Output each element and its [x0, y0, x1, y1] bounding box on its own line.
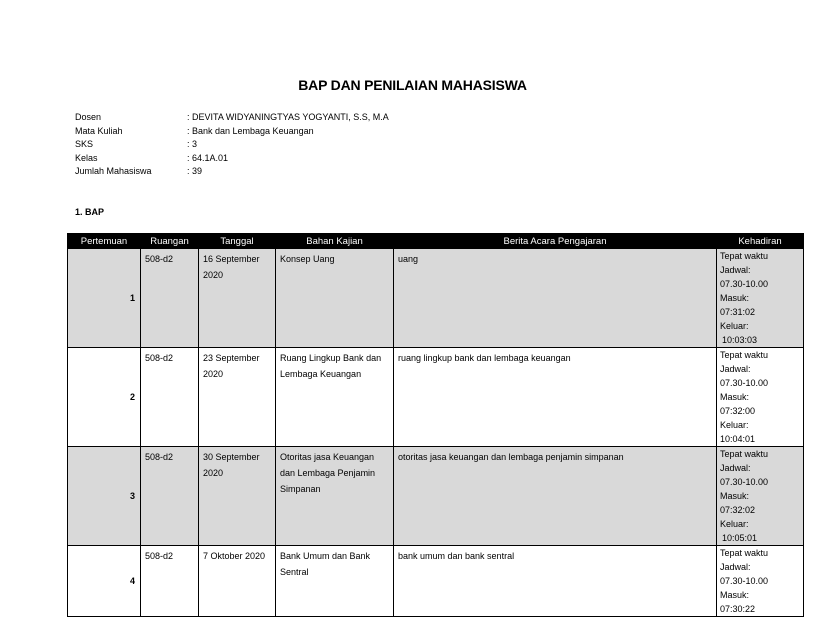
page-title: BAP DAN PENILAIAN MAHASISWA	[298, 77, 527, 93]
cell-pertemuan: 3	[68, 447, 141, 546]
table-header-row	[68, 234, 804, 249]
cell-bahan-kajian: Ruang Lingkup Bank dan Lembaga Keuangan	[276, 348, 394, 447]
kehadiran-keluar-label: Keluar:	[720, 420, 749, 430]
kehadiran-keluar: 10:04:01	[720, 434, 756, 444]
kehadiran-masuk-label: Masuk:	[720, 392, 750, 402]
table-row	[68, 348, 804, 447]
header-kehadiran: Kehadiran	[717, 234, 804, 249]
kehadiran-jadwal-label: Jadwal:	[720, 463, 751, 473]
kehadiran-masuk-label: Masuk:	[720, 293, 750, 303]
cell-berita-acara: uang	[394, 249, 717, 348]
cell-tanggal: 16 September 2020	[199, 249, 276, 348]
kehadiran-jadwal: 07.30-10.00	[720, 576, 769, 586]
cell-tanggal: 30 September 2020	[199, 447, 276, 546]
cell-kehadiran	[717, 447, 804, 546]
section-title: 1. BAP	[75, 207, 105, 217]
info-value: : DEVITA WIDYANINGTYAS YOGYANTI, S.S, M.A	[187, 112, 389, 122]
kehadiran-jadwal: 07.30-10.00	[720, 477, 769, 487]
cell-bahan-kajian: Otoritas jasa Keuangan dan Lembaga Penjamin Simpanan	[276, 447, 394, 546]
kehadiran-jadwal: 07.30-10.00	[720, 279, 769, 289]
header-berita-acara: Berita Acara Pengajaran	[394, 234, 717, 249]
table-row	[68, 249, 804, 348]
kehadiran-masuk-label: Masuk:	[720, 590, 750, 600]
cell-berita-acara: ruang lingkup bank dan lembaga keuangan	[394, 348, 717, 447]
kehadiran-jadwal-label: Jadwal:	[720, 265, 751, 275]
cell-ruangan: 508-d2	[141, 546, 199, 617]
header-pertemuan: Pertemuan	[68, 234, 141, 249]
cell-berita-acara: otoritas jasa keuangan dan lembaga penjamin simpanan	[394, 447, 717, 546]
info-label: Jumlah Mahasiswa	[75, 166, 152, 177]
kehadiran-keluar: 10:05:01	[722, 533, 758, 543]
cell-pertemuan: 4	[68, 546, 141, 617]
cell-ruangan: 508-d2	[141, 249, 199, 348]
cell-tanggal: 23 September 2020	[199, 348, 276, 447]
info-label: Mata Kuliah	[75, 125, 123, 136]
table-row	[68, 546, 804, 617]
info-value: : 64.1A.01	[187, 152, 229, 163]
kehadiran-status: Tepat waktu	[720, 350, 769, 360]
cell-bahan-kajian: Konsep Uang	[276, 249, 394, 348]
kehadiran-keluar-label: Keluar:	[720, 519, 749, 529]
header-ruangan: Ruangan	[141, 234, 199, 249]
info-value: : 39	[187, 166, 203, 177]
cell-berita-acara: bank umum dan bank sentral	[394, 546, 717, 617]
kehadiran-masuk: 07:31:02	[720, 307, 756, 317]
info-label: Dosen	[75, 112, 102, 122]
kehadiran-status: Tepat waktu	[720, 548, 769, 558]
cell-kehadiran	[717, 546, 804, 617]
info-value: : 3	[187, 139, 198, 150]
info-value: : Bank dan Lembaga Keuangan	[187, 125, 314, 136]
kehadiran-keluar-label: Keluar:	[720, 321, 749, 331]
kehadiran-jadwal: 07.30-10.00	[720, 378, 769, 388]
table-row	[68, 447, 804, 546]
kehadiran-masuk: 07:30:22	[720, 604, 756, 614]
kehadiran-jadwal-label: Jadwal:	[720, 364, 751, 374]
cell-pertemuan: 1	[68, 249, 141, 348]
kehadiran-keluar: 10:03:03	[722, 335, 758, 345]
cell-bahan-kajian: Bank Umum dan Bank Sentral	[276, 546, 394, 617]
kehadiran-masuk-label: Masuk:	[720, 491, 750, 501]
bap-table	[67, 233, 804, 617]
kehadiran-masuk: 07:32:02	[720, 505, 756, 515]
kehadiran-status: Tepat waktu	[720, 449, 769, 459]
header-tanggal: Tanggal	[199, 234, 276, 249]
cell-ruangan: 508-d2	[141, 447, 199, 546]
kehadiran-masuk: 07:32:00	[720, 406, 756, 416]
cell-ruangan: 508-d2	[141, 348, 199, 447]
cell-kehadiran	[717, 348, 804, 447]
kehadiran-status: Tepat waktu	[720, 251, 769, 261]
cell-kehadiran	[717, 249, 804, 348]
cell-pertemuan: 2	[68, 348, 141, 447]
info-label: SKS	[75, 139, 94, 150]
header-bahan-kajian: Bahan Kajian	[276, 234, 394, 249]
info-label: Kelas	[75, 152, 98, 163]
cell-tanggal: 7 Oktober 2020	[199, 546, 276, 617]
kehadiran-jadwal-label: Jadwal:	[720, 562, 751, 572]
